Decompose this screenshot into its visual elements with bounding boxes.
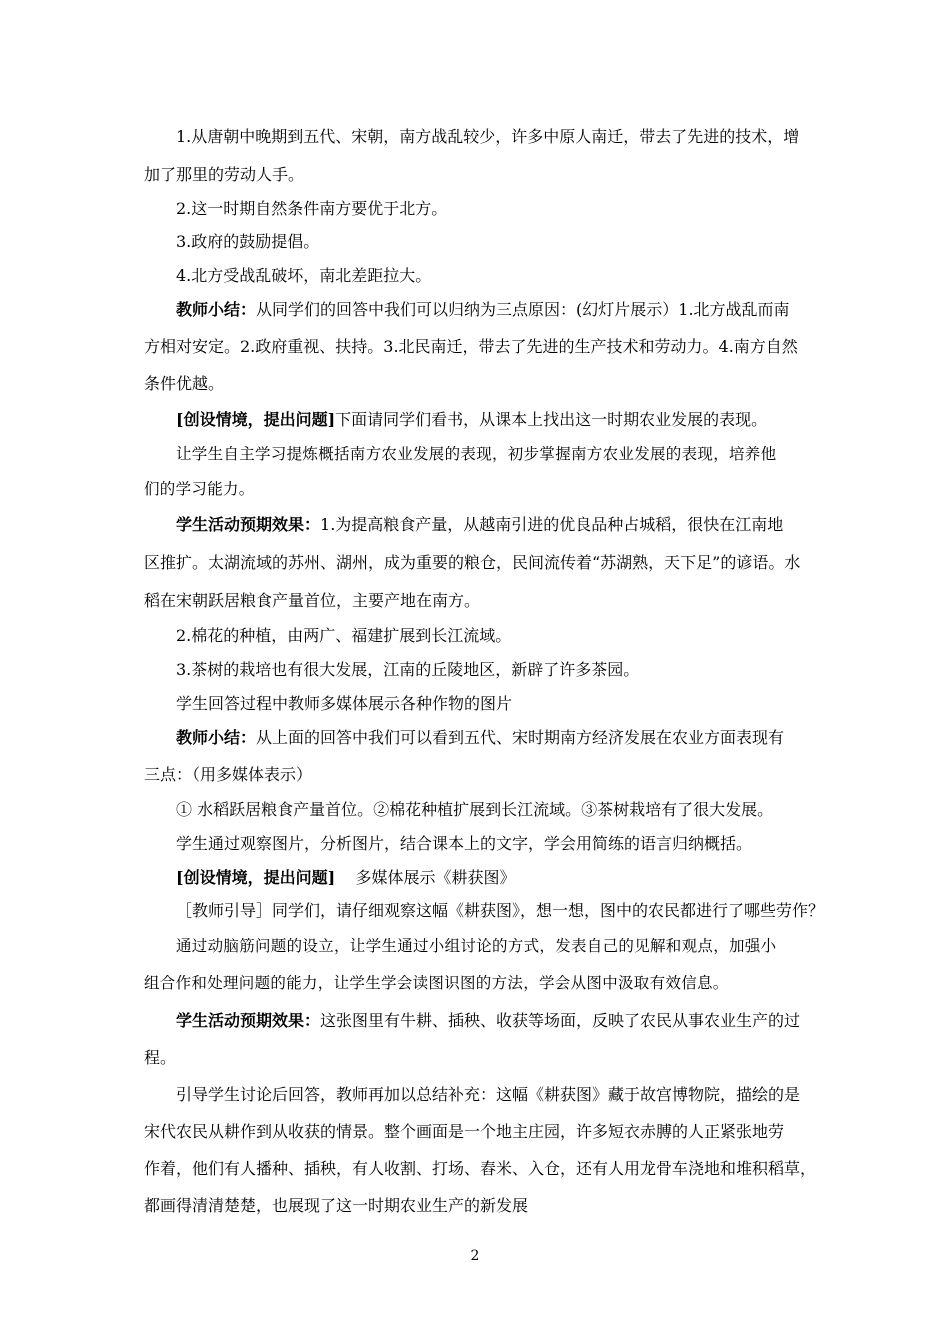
bold-label: [创设情境，提出问题] bbox=[176, 410, 336, 429]
bold-label: 学生活动预期效果： bbox=[176, 515, 321, 534]
text-line: 1.从唐朝中晚期到五代、宋朝，南方战乱较少，许多中原人南迁，带去了先进的技术，增 bbox=[176, 127, 800, 146]
text-line: 学生回答过程中教师多媒体展示各种作物的图片 bbox=[176, 694, 513, 713]
bold-label: [创设情境，提出问题] bbox=[176, 868, 336, 887]
text-line: [创设情境，提出问题] 多媒体展示《耕获图》 bbox=[176, 868, 516, 887]
text-line: 教师小结：从同学们的回答中我们可以归纳为三点原因：(幻灯片展示）1.北方战乱而南 bbox=[176, 300, 790, 319]
text-line: 2.棉花的种植，由两广、福建扩展到长江流域。 bbox=[176, 626, 512, 645]
text-line: 4.北方受战乱破坏，南北差距拉大。 bbox=[176, 266, 432, 285]
text-line: 学生活动预期效果：1.为提高粮食产量，从越南引进的优良品种占城稻，很快在江南地 bbox=[176, 515, 784, 534]
text-line: 们的学习能力。 bbox=[144, 480, 255, 498]
text-line: 作着，他们有人播种、插秧，有人收割、打场、舂米、入仓，还有人用龙骨车浇地和堆积稻草， bbox=[144, 1159, 817, 1178]
text-line: ① 水稻跃居粮食产量首位。②棉花种植扩展到长江流域。③茶树栽培有了很大发展。 bbox=[176, 800, 774, 819]
text-line: 三点：（用多媒体表示） bbox=[144, 765, 313, 784]
text-line: 宋代农民从耕作到从收获的情景。整个画面是一个地主庄园，许多短衣赤膊的人正紧张地劳 bbox=[144, 1122, 785, 1141]
text-line: 3.政府的鼓励提倡。 bbox=[176, 232, 320, 251]
text-line: 通过动脑筋问题的设立，让学生通过小组讨论的方式，发表自己的见解和观点，加强小 bbox=[176, 937, 777, 955]
text-line: [创设情境，提出问题]下面请同学们看书，从课本上找出这一时期农业发展的表现。 bbox=[176, 410, 768, 429]
page-number: 2 bbox=[470, 1248, 480, 1264]
text-line: 区推扩。太湖流域的苏州、湖州，成为重要的粮仓，民间流传着“苏湖熟，天下足”的谚语。水 bbox=[144, 553, 801, 572]
text-line: 学生通过观察图片，分析图片，结合课本上的文字，学会用简练的语言归纳概括。 bbox=[176, 834, 753, 853]
text-line: 都画得清清楚楚，也展现了这一时期农业生产的新发展 bbox=[144, 1196, 529, 1215]
text-line: 让学生自主学习提炼概括南方农业发展的表现，初步掌握南方农业发展的表现，培养他 bbox=[176, 445, 777, 463]
bold-label: 教师小结： bbox=[176, 728, 257, 747]
text-line: 方相对安定。2.政府重视、扶持。3.北民南迁，带去了先进的生产技术和劳动力。4.南方自然 bbox=[144, 337, 798, 356]
text-line: 3.茶树的栽培也有很大发展，江南的丘陵地区，新辟了许多茶园。 bbox=[176, 660, 640, 679]
bold-label: 教师小结： bbox=[176, 300, 257, 319]
text-line: 2.这一时期自然条件南方要优于北方。 bbox=[176, 199, 448, 218]
text-line: ［教师引导］同学们，请仔细观察这幅《耕获图》，想一想，图中的农民都进行了哪些劳作？ bbox=[176, 901, 825, 920]
text-line: 教师小结：从上面的回答中我们可以看到五代、宋时期南方经济发展在农业方面表现有 bbox=[176, 728, 785, 747]
text-line: 程。 bbox=[144, 1048, 177, 1067]
text-line: 学生活动预期效果：这张图里有牛耕、插秧、收获等场面，反映了农民从事农业生产的过 bbox=[176, 1011, 801, 1030]
text-line: 引导学生讨论后回答，教师再加以总结补充：这幅《耕获图》藏于故宫博物院，描绘的是 bbox=[176, 1085, 801, 1104]
text-line: 条件优越。 bbox=[144, 374, 225, 393]
text-line: 稻在宋朝跃居粮食产量首位，主要产地在南方。 bbox=[144, 591, 481, 610]
bold-label: 学生活动预期效果： bbox=[176, 1011, 321, 1030]
text-line: 加了那里的劳动人手。 bbox=[144, 165, 305, 184]
text-line: 组合作和处理问题的能力，让学生学会读图识图的方法，学会从图中汲取有效信息。 bbox=[144, 974, 729, 992]
